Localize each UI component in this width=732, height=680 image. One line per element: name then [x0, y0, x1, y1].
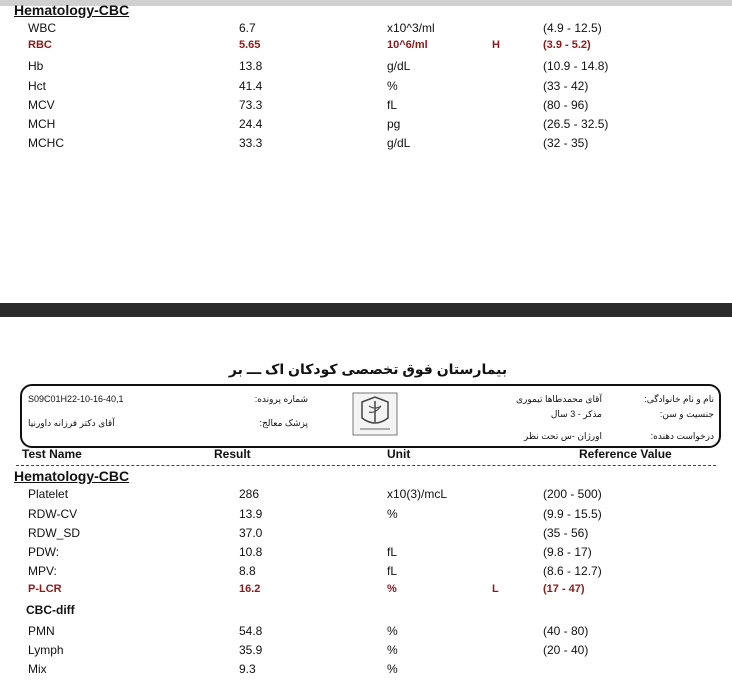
- unit-cell: %: [387, 643, 398, 657]
- table-row: [0, 117, 732, 135]
- table-row: [0, 624, 732, 642]
- section-title-hematology-cbc: Hematology-CBC: [14, 2, 130, 18]
- test-name-cell: Mix: [28, 662, 47, 676]
- test-name-cell: PDW:: [28, 545, 60, 559]
- test-name-cell: Hb: [28, 59, 44, 73]
- table-row: [0, 98, 732, 116]
- table-row: [0, 59, 732, 77]
- sex-age-value: مذکر - 3 سال: [550, 409, 602, 419]
- unit-cell: %: [387, 583, 397, 595]
- header-separator: [16, 465, 716, 466]
- table-row: [0, 39, 732, 57]
- test-name-cell: MCHC: [28, 136, 64, 150]
- result-cell: 33.3: [239, 136, 263, 150]
- hospital-logo-icon: [352, 392, 398, 436]
- test-name-cell: MCH: [28, 117, 56, 131]
- result-cell: 8.8: [239, 564, 256, 578]
- test-name-cell: PMN: [28, 624, 55, 638]
- test-name-cell: RDW-CV: [28, 507, 78, 521]
- unit-cell: %: [387, 79, 398, 93]
- page-divider: [0, 303, 732, 317]
- unit-cell: %: [387, 662, 398, 676]
- file-number-label: شماره پرونده:: [254, 394, 308, 404]
- unit-cell: %: [387, 624, 398, 638]
- reference-cell: (8.6 - 12.7): [543, 564, 602, 578]
- reference-cell: (33 - 42): [543, 79, 589, 93]
- hospital-name-text: بیمارستان فوق تخصصی کودکان اک ـــ بر: [228, 361, 508, 377]
- reference-cell: (35 - 56): [543, 526, 589, 540]
- sex-age-label: جنسیت و سن:: [659, 409, 714, 419]
- result-cell: 6.7: [239, 21, 256, 35]
- reference-cell: (26.5 - 32.5): [543, 117, 609, 131]
- unit-cell: 10^6/ml: [387, 39, 428, 51]
- unit-cell: fL: [387, 545, 398, 559]
- reference-cell: (80 - 96): [543, 98, 589, 112]
- table-row: [0, 545, 732, 563]
- patient-name-label: نام و نام خانوادگی:: [644, 394, 714, 404]
- subsection-title-cbc-diff: CBC-diff: [26, 603, 75, 617]
- unit-cell: x10(3)/mcL: [387, 487, 448, 501]
- result-cell: 286: [239, 487, 260, 501]
- requester-label: درخواست دهنده:: [650, 431, 714, 441]
- unit-cell: x10^3/ml: [387, 21, 435, 35]
- header-result: Result: [214, 447, 251, 461]
- result-cell: 37.0: [239, 526, 263, 540]
- result-cell: 10.8: [239, 545, 263, 559]
- doctor-value: آقای دکتر فرزانه داورنیا: [28, 418, 115, 428]
- table-row: [0, 21, 732, 39]
- unit-cell: g/dL: [387, 59, 411, 73]
- file-code: S09C01H22-10-16-40,1: [28, 394, 124, 404]
- table-row: [0, 564, 732, 582]
- result-cell: 54.8: [239, 624, 263, 638]
- test-name-cell: WBC: [28, 21, 56, 35]
- test-name-cell: P-LCR: [28, 583, 62, 595]
- requester-value: اورژان -س تحت نظر: [523, 431, 602, 441]
- doctor-label: پزشک معالج:: [259, 418, 308, 428]
- test-name-cell: RDW_SD: [28, 526, 81, 540]
- test-name-cell: Platelet: [28, 487, 69, 501]
- flag-cell: H: [492, 39, 500, 51]
- test-name-cell: MCV: [28, 98, 55, 112]
- unit-cell: %: [387, 507, 398, 521]
- header-unit: Unit: [387, 447, 411, 461]
- table-row: [0, 662, 732, 680]
- result-cell: 73.3: [239, 98, 263, 112]
- table-row: [0, 526, 732, 544]
- unit-cell: fL: [387, 98, 398, 112]
- reference-cell: (3.9 - 5.2): [543, 39, 591, 51]
- result-cell: 9.3: [239, 662, 256, 676]
- reference-cell: (9.9 - 15.5): [543, 507, 602, 521]
- result-cell: 41.4: [239, 79, 263, 93]
- test-name-cell: Hct: [28, 79, 46, 93]
- reference-cell: (20 - 40): [543, 643, 589, 657]
- result-cell: 13.8: [239, 59, 263, 73]
- result-cell: 24.4: [239, 117, 263, 131]
- table-row: [0, 79, 732, 97]
- patient-info-box: [20, 384, 721, 448]
- result-cell: 35.9: [239, 643, 263, 657]
- result-cell: 16.2: [239, 583, 261, 595]
- reference-cell: (17 - 47): [543, 583, 585, 595]
- table-row: [0, 583, 732, 601]
- result-cell: 5.65: [239, 39, 261, 51]
- table-row: [0, 643, 732, 661]
- hospital-name: [0, 361, 732, 378]
- unit-cell: fL: [387, 564, 398, 578]
- table-row: [0, 487, 732, 505]
- header-test-name: Test Name: [22, 447, 82, 461]
- reference-cell: (10.9 - 14.8): [543, 59, 609, 73]
- header-reference: Reference Value: [579, 447, 672, 461]
- reference-cell: (32 - 35): [543, 136, 589, 150]
- result-cell: 13.9: [239, 507, 263, 521]
- section-title-hematology-cbc-2: Hematology-CBC: [14, 468, 130, 484]
- flag-cell: L: [492, 583, 499, 595]
- reference-cell: (200 - 500): [543, 487, 602, 501]
- table-row: [0, 136, 732, 154]
- reference-cell: (40 - 80): [543, 624, 589, 638]
- test-name-cell: RBC: [28, 39, 52, 51]
- reference-cell: (9.8 - 17): [543, 545, 592, 559]
- test-name-cell: MPV:: [28, 564, 57, 578]
- unit-cell: pg: [387, 117, 401, 131]
- reference-cell: (4.9 - 12.5): [543, 21, 602, 35]
- table-row: [0, 507, 732, 525]
- unit-cell: g/dL: [387, 136, 411, 150]
- patient-name-value: آقای محمدطاها تیموری: [515, 394, 602, 404]
- test-name-cell: Lymph: [28, 643, 64, 657]
